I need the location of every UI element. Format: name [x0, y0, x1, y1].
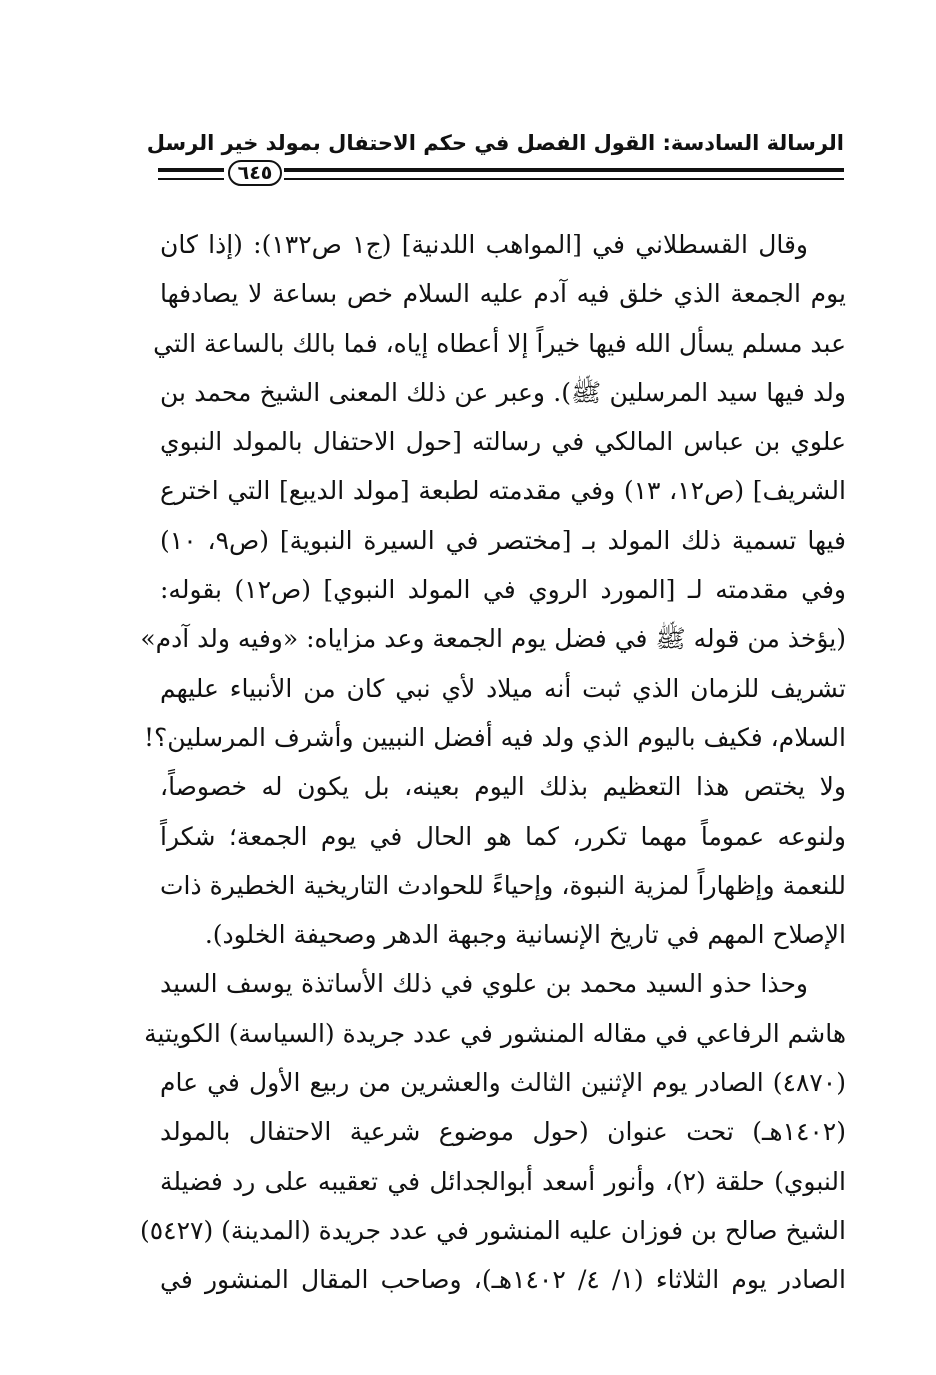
text-line: الصادر يوم الثلاثاء (١/ ٤/ ١٤٠٢هـ)، وصاحب المقال المنشور في: [160, 1265, 846, 1295]
running-title: الرسالة السادسة: القول الفصل في حكم الاحتفال بمولد خير الرسل: [146, 131, 844, 155]
text-line: يوم الجمعة الذي خلق فيه آدم عليه السلام خص بساعة لا يصادفها: [160, 279, 846, 309]
text-line: (يؤخذ من قوله ﷺ في فضل يوم الجمعة وعد مزاياه: «وفيه ولد آدم»: [140, 624, 846, 654]
text-line: ولد فيها سيد المرسلين ﷺ). وعبر عن ذلك المعنى الشيخ محمد بن: [160, 377, 846, 407]
text-line: الشيخ صالح بن فوزان عليه المنشور في عدد جريدة (المدينة) (٥٤٢٧): [139, 1215, 846, 1245]
header-rule-left: [158, 168, 224, 180]
header-rule-right: [284, 168, 844, 180]
text-line: النبوي) حلقة (٢)، وأنور أسعد أبوالجدائل في تعقيبه على رد فضيلة: [160, 1166, 846, 1196]
text-line: ولنوعه عموماً مهما تكرر، كما هو الحال في يوم الجمعة؛ شكراً: [160, 821, 846, 851]
text-line: وحذا حذو السيد محمد بن علوي في ذلك الأساتذة يوسف السيد: [160, 969, 808, 999]
header-rule: [158, 160, 844, 188]
text-line: السلام، فكيف باليوم الذي ولد فيه أفضل النبيين وأشرف المرسلين؟!: [143, 722, 846, 752]
text-line: ولا يختص هذا التعظيم بذلك اليوم بعينه، بل يكون له خصوصاً،: [160, 772, 846, 802]
page-number: ٦٤٥: [228, 160, 282, 186]
text-line: علوي بن عباس المالكي في رسالته [حول الاحتفال بالمولد النبوي: [160, 427, 846, 457]
text-line: وفي مقدمته لـ [المورد الروي في المولد النبوي] (ص١٢) بقوله:: [160, 575, 846, 605]
body-text: [139, 220, 847, 1305]
text-line: فيها تسمية ذلك المولد بـ [مختصر في السيرة النبوية] (ص٩، ١٠): [160, 525, 847, 555]
text-line: (١٤٠٢هـ) تحت عنوان (حول موضوع شرعية الاحتفال بالمولد: [160, 1117, 846, 1147]
text-line: هاشم الرفاعي في مقاله المنشور في عدد جريدة (السياسة) الكويتية: [144, 1018, 846, 1048]
text-line: وقال القسطلاني في [المواهب اللدنية] (ج١ ص١٣٢): (إذا كان: [160, 230, 809, 259]
text-line: عبد مسلم يسأل الله فيها خيراً إلا أعطاه إياه، فما بالك بالساعة التي: [153, 328, 846, 358]
text-line: للنعمة وإظهاراً لمزية النبوة، وإحياءً للحوادث التاريخية الخطيرة ذات: [160, 870, 846, 900]
text-line: (٤٨٧٠) الصادر يوم الإثنين الثالث والعشرين من ربيع الأول في عام: [160, 1068, 846, 1098]
text-line: الإصلاح المهم في تاريخ الإنسانية وجبهة الدهر وصحيفة الخلود).: [204, 920, 846, 950]
text-line: الشريف] (ص١٢، ١٣) وفي مقدمته لطبعة [مولد الديبع] التي اخترع: [160, 476, 846, 506]
text-line: تشريف للزمان الذي ثبت أنه ميلاد لأي نبي كان من الأنبياء عليهم: [160, 673, 846, 703]
